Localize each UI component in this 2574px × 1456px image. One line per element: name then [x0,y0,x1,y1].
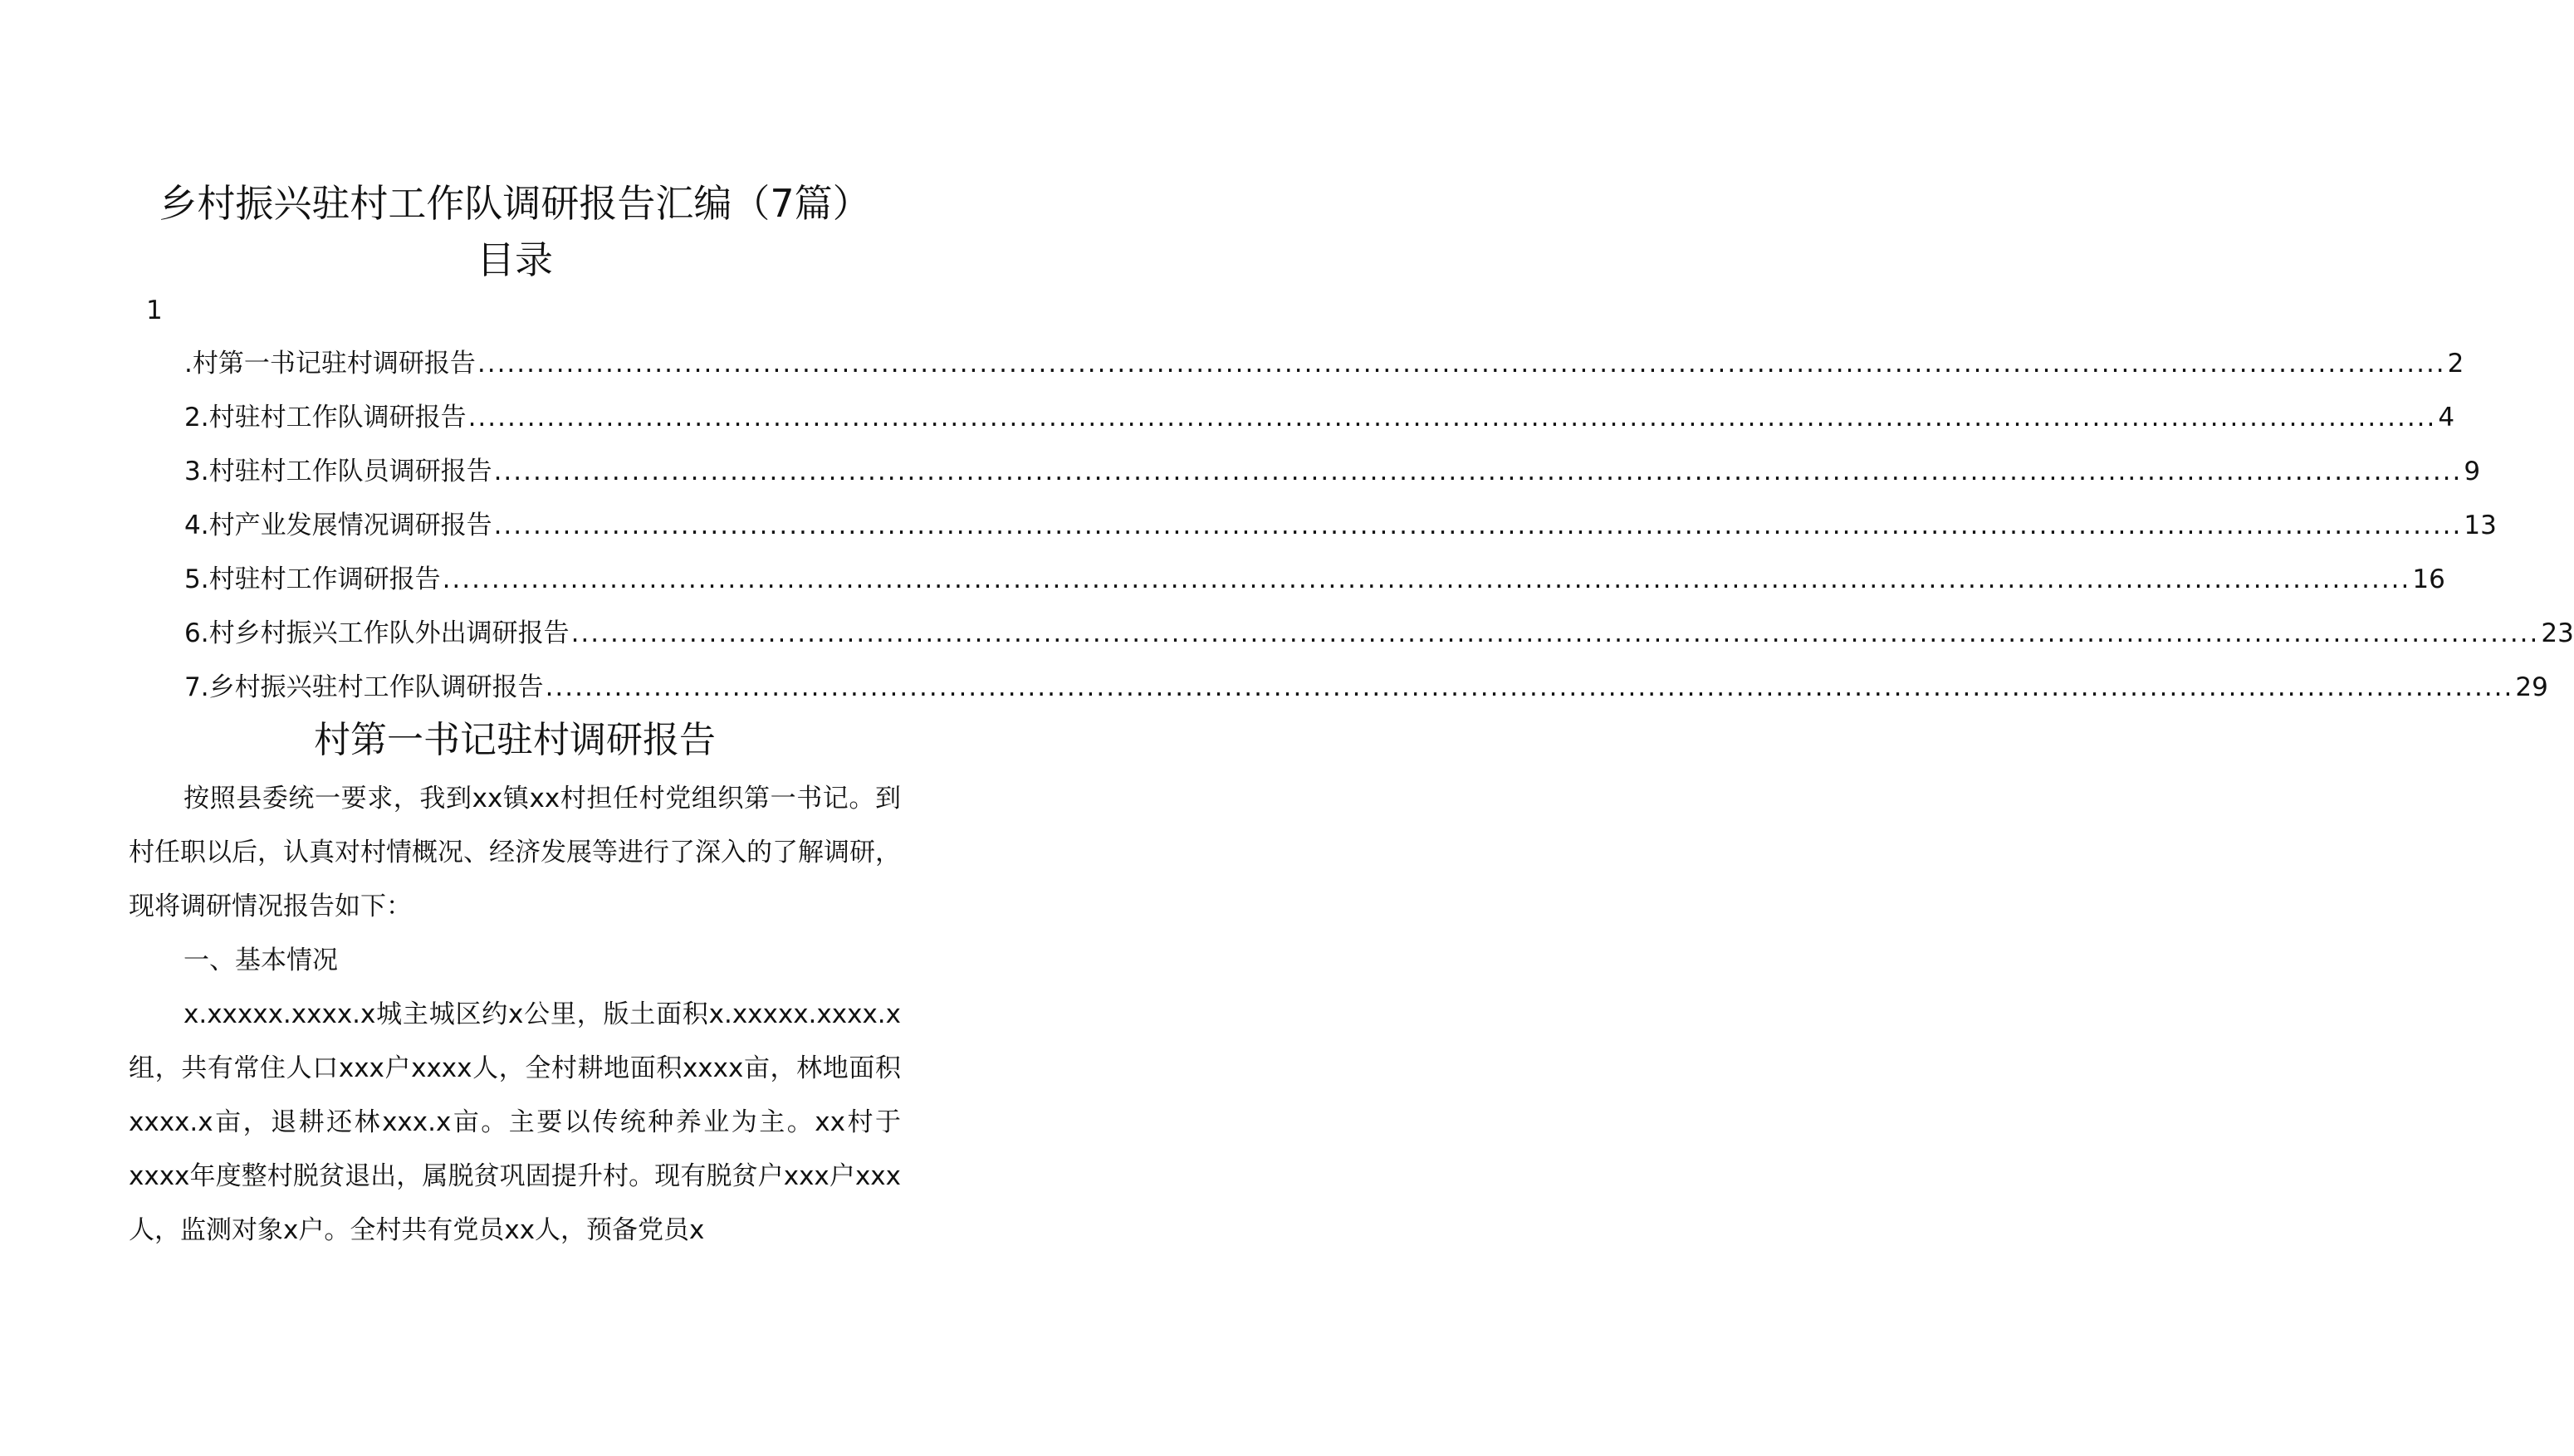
section-title: 村第一书记驻村调研报告 [314,719,716,761]
toc-heading: 目录 [477,237,553,282]
toc-item-page: 13 [2464,511,2497,540]
toc-item-1[interactable] [184,347,2464,401]
toc-item-label: .村第一书记驻村调研报告 [184,349,476,379]
paragraph-intro: 按照县委统一要求，我到xx镇xx村担任村党组织第一书记。到村任职以后，认真对村情概况、经济发展等进行了深入的了解调研，现将调研情况报告如下： [129,784,901,921]
toc-item-label: 2.村驻村工作队调研报告 [184,403,467,432]
toc-item-label: 6.村乡村振兴工作队外出调研报告 [184,618,570,648]
toc-item-2[interactable] [184,401,2455,455]
toc-item-page: 16 [2412,564,2445,594]
toc-item-label: 7.乡村振兴驻村工作队调研报告 [184,672,544,702]
toc-leader-dots: ........................................................................................................................................................................................................ [570,618,2540,648]
toc-leader-dots: ........................................................................................................................................................................................................ [477,349,2446,379]
toc-lead-number: 1 [146,296,163,325]
toc-leader-dots: ........................................................................................................................................................................................................ [493,457,2463,486]
toc-leader-dots: ........................................................................................................................................................................................................ [545,672,2514,702]
toc-item-page: 2 [2447,349,2464,379]
toc-item-page: 4 [2438,403,2455,432]
toc-item-page: 29 [2515,672,2548,702]
toc-item-page: 23 [2541,618,2574,648]
toc-leader-dots: ........................................................................................................................................................................................................ [442,564,2411,594]
toc-item-5[interactable] [184,563,2445,617]
toc-item-3[interactable] [184,455,2481,509]
toc-leader-dots: ........................................................................................................................................................................................................ [467,403,2437,432]
toc-item-label: 4.村产业发展情况调研报告 [184,511,492,540]
section-heading-basic-info: 一、基本情况 [184,945,338,975]
toc-leader-dots: ........................................................................................................................................................................................................ [493,511,2463,540]
toc-item-4[interactable] [184,509,2497,563]
toc-item-label: 5.村驻村工作调研报告 [184,564,441,594]
toc-item-label: 3.村驻村工作队员调研报告 [184,457,492,486]
document-title: 乡村振兴驻村工作队调研报告汇编（7篇） [159,181,871,226]
toc-item-page: 9 [2464,457,2481,486]
table-of-contents [184,347,2574,725]
toc-item-6[interactable] [184,617,2574,671]
paragraph-basic-info: x.xxxxx.xxxx.x城主城区约x公里，版土面积x.xxxxx.xxxx.x组，共有常住人口xxx户xxxx人，全村耕地面积xxxx亩，林地面积xxxx.x亩，退耕还林xxx.x亩。主要以传统种养业为主。xx村于xxxx年度整村脱贫退出，属脱贫巩固提升村。现有脱贫户xxx户xxx人，监测对象x户。全村共有党员xx人，预备党员x [129,999,901,1245]
